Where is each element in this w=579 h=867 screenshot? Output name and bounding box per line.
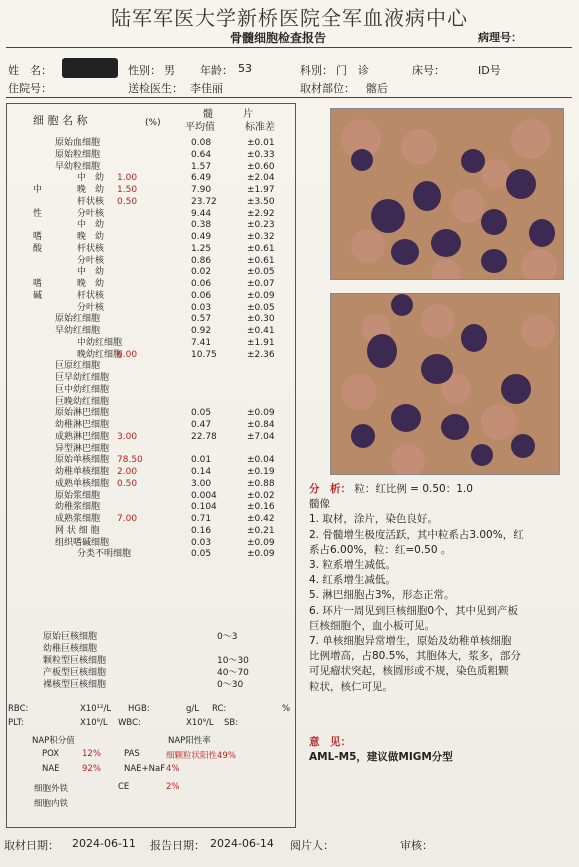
table-row — [7, 350, 295, 362]
pathology-number-label: 病理号： — [478, 31, 522, 44]
table-row — [7, 256, 295, 268]
table-row — [7, 373, 295, 385]
mean-value: 0.01 — [191, 455, 212, 466]
pct-value: 1.00 — [117, 173, 138, 184]
ratio-text: 粒：红比例 = 0.50：1.0 — [354, 483, 473, 495]
group-label: 中 — [33, 185, 43, 195]
report-title: 骨髓细胞检查报告 — [230, 31, 327, 45]
mean-value: 0.104 — [191, 502, 217, 513]
collect-date: 2024-06-11 — [72, 837, 136, 850]
cell-name: 早幼红细胞 — [55, 326, 101, 336]
cell-name: 原始浆细胞 — [55, 490, 101, 501]
mean-value: 0.02 — [191, 267, 212, 278]
sd-value: ±0.05 — [247, 302, 275, 313]
sd-value: ±0.02 — [247, 490, 275, 501]
iron-out-label: 细胞外铁 — [34, 784, 69, 794]
mean-value: 0.71 — [191, 514, 212, 524]
table-row — [7, 232, 295, 244]
table-row — [7, 432, 295, 444]
table-row — [7, 420, 295, 432]
table-row — [7, 220, 295, 232]
sd-value: ±2.92 — [247, 208, 275, 219]
table-row — [7, 514, 295, 526]
nucleated-cell — [413, 181, 441, 211]
analysis-item: 6. 环片一周见到巨核细胞0个，其中见到产板 — [309, 604, 519, 617]
pas-label: PAS — [124, 749, 140, 759]
table-row — [7, 385, 295, 397]
table-row — [7, 209, 295, 221]
sex-label: 性别： — [128, 64, 161, 77]
group-label: 性 — [33, 208, 43, 219]
analysis-heading: 分 析： — [309, 483, 351, 495]
opinion-text: AML-M5，建议做MIGM分型 — [309, 751, 453, 764]
sd-value: ±0.09 — [247, 537, 275, 548]
dept-value: 门 诊 — [336, 64, 369, 77]
table-row — [7, 244, 295, 256]
plt-unit: X10⁹/L — [80, 718, 108, 728]
cell-name: 成熟淋巴细胞 — [55, 431, 110, 442]
rbc-label: RBC: — [8, 704, 29, 714]
cell-name: 组织嗜碱细胞 — [55, 537, 110, 548]
bed-label: 床号： — [412, 64, 445, 77]
table-row — [7, 455, 295, 467]
report-footer — [0, 835, 579, 867]
mega-range: 0～3 — [217, 632, 238, 642]
sd-value: ±0.09 — [247, 549, 275, 560]
mean-value: 0.004 — [191, 490, 217, 501]
sd-value: ±0.41 — [247, 326, 275, 336]
pox-value: 12% — [82, 749, 101, 759]
table-row — [7, 408, 295, 420]
mega-name: 产板型巨核细胞 — [43, 668, 107, 678]
collect-date-label: 取材日期： — [4, 839, 59, 852]
cell-name: 成熟单核细胞 — [55, 478, 110, 489]
red-blood-cell — [431, 259, 461, 280]
pct-value: 6.00 — [117, 349, 138, 360]
ce-value: 2% — [166, 782, 180, 792]
pct-header: (%) — [145, 118, 161, 128]
mean-value: 0.08 — [191, 138, 212, 148]
cell-name: 分类不明细胞 — [77, 549, 132, 560]
nae-naf-label: NAE+NaF — [124, 764, 166, 774]
sd-value: ±1.97 — [247, 185, 275, 195]
mean-value: 0.86 — [191, 255, 212, 266]
red-blood-cell — [421, 304, 455, 338]
table-row — [7, 267, 295, 279]
red-blood-cell — [351, 229, 385, 263]
mean-header: 平均值 — [185, 122, 215, 133]
group-label: 嗜 — [33, 232, 43, 242]
reader-label: 阅片人： — [290, 839, 334, 852]
mean-value: 0.14 — [191, 467, 212, 477]
sd-value: ±0.84 — [247, 420, 275, 430]
cell-name: 原始粒细胞 — [55, 149, 101, 160]
mean-value: 0.64 — [191, 149, 212, 160]
mega-name: 原始巨核细胞 — [43, 632, 98, 642]
mean-value: 7.41 — [191, 337, 212, 348]
analysis-item: 3. 粒系增生减低。 — [309, 559, 396, 572]
nucleated-cell — [481, 209, 507, 235]
rc-label: RC: — [212, 704, 227, 714]
wbc-unit: X10⁹/L — [186, 718, 214, 728]
table-row — [7, 502, 295, 514]
mega-row — [7, 632, 295, 644]
nap-pos-label: NAP阳性率 — [168, 736, 211, 746]
sd-value: ±0.07 — [247, 279, 275, 289]
sd-value: ±0.61 — [247, 255, 275, 266]
table-row — [7, 361, 295, 373]
cell-name: 晚 幼 — [77, 279, 105, 289]
pct-value: 0.50 — [117, 478, 138, 489]
hgb-label: HGB: — [128, 704, 150, 714]
cell-count-table — [6, 103, 296, 828]
id-label: ID号 — [478, 64, 501, 77]
cell-name: 幼稚单核细胞 — [55, 467, 110, 477]
marrow-header: 髓 片 — [203, 109, 253, 120]
mean-value: 0.57 — [191, 314, 212, 325]
sd-value: ±0.01 — [247, 138, 275, 148]
sd-value: ±0.04 — [247, 455, 275, 466]
mean-value: 1.25 — [191, 243, 212, 254]
pct-value: 7.00 — [117, 514, 138, 524]
doctor-value: 李佳丽 — [190, 82, 223, 95]
site-label: 取材部位： — [300, 82, 355, 95]
age-label: 年龄： — [200, 64, 233, 77]
nucleated-cell — [481, 249, 507, 273]
nucleated-cell — [391, 294, 413, 316]
mean-value: 0.06 — [191, 279, 212, 289]
sd-value: ±0.33 — [247, 149, 275, 160]
table-row — [7, 303, 295, 315]
cell-name: 网 状 细 胞 — [55, 525, 100, 536]
divider — [6, 97, 572, 98]
plt-label: PLT: — [8, 718, 24, 728]
cell-name: 晚 幼 — [77, 232, 105, 242]
red-blood-cell — [521, 249, 557, 280]
mean-value: 22.78 — [191, 431, 217, 442]
cell-name: 杆状核 — [77, 243, 105, 254]
pct-value: 78.50 — [117, 455, 143, 466]
table-row — [7, 397, 295, 409]
table-row — [7, 538, 295, 550]
cell-name: 晚 幼 — [77, 185, 105, 195]
table-row — [7, 338, 295, 350]
mean-value: 0.47 — [191, 420, 212, 430]
cell-name: 中幼红细胞 — [77, 337, 123, 348]
table-row — [7, 479, 295, 491]
nap-score-label: NAP积分值 — [32, 736, 75, 746]
sd-value: ±0.16 — [247, 502, 275, 513]
table-row — [7, 162, 295, 174]
sd-value: ±0.42 — [247, 514, 275, 524]
cell-name: 中 幼 — [77, 220, 105, 231]
mean-value: 0.05 — [191, 408, 212, 419]
cell-name: 中 幼 — [77, 267, 105, 278]
table-row — [7, 173, 295, 185]
table-row — [7, 314, 295, 326]
cell-name: 巨早幼红细胞 — [55, 373, 110, 383]
pct-value: 2.00 — [117, 467, 138, 477]
pas-value: 细颗粒状阳性49% — [166, 751, 236, 761]
doctor-label: 送检医生： — [128, 82, 183, 95]
admission-label: 住院号： — [8, 82, 52, 95]
cell-name: 幼稚浆细胞 — [55, 502, 101, 513]
group-label: 碱 — [33, 290, 43, 301]
nucleated-cell — [529, 219, 555, 247]
sd-value: ±2.36 — [247, 349, 275, 360]
sd-value: ±0.30 — [247, 314, 275, 325]
cell-name: 成熟浆细胞 — [55, 514, 101, 524]
mean-value: 0.49 — [191, 232, 212, 242]
nucleated-cell — [501, 374, 531, 404]
nucleated-cell — [367, 334, 397, 368]
table-row — [7, 150, 295, 162]
nucleated-cell — [511, 434, 535, 458]
iron-in-label: 细胞内铁 — [34, 799, 69, 809]
pct-value: 1.50 — [117, 185, 138, 195]
analysis-item: 可见瘤状突起，核圆形或不规，染色质粗颗 — [309, 665, 509, 678]
cell-name: 巨晚幼红细胞 — [55, 396, 110, 407]
sd-value: ±0.05 — [247, 267, 275, 278]
sd-value: ±0.19 — [247, 467, 275, 477]
sd-value: ±0.61 — [247, 243, 275, 254]
analysis-item: 系占6.00%，粒：红=0.50 。 — [309, 543, 452, 556]
mega-range: 10～30 — [217, 656, 249, 666]
analysis-item: 4. 红系增生减低。 — [309, 574, 396, 587]
cell-name: 分叶核 — [77, 302, 105, 313]
report-date-label: 报告日期： — [150, 839, 205, 852]
site-value: 髂后 — [366, 82, 388, 95]
analysis-item: 7. 单核细胞异常增生，原始及幼稚单核细胞 — [309, 635, 512, 648]
cell-name: 早幼粒细胞 — [55, 161, 101, 172]
mean-value: 23.72 — [191, 196, 217, 207]
cell-name: 原始红细胞 — [55, 314, 101, 325]
cell-name: 分叶核 — [77, 208, 105, 219]
sd-value: ±0.60 — [247, 161, 275, 172]
pct-value: 0.50 — [117, 196, 138, 207]
mean-value: 9.44 — [191, 208, 212, 219]
dept-label: 科別： — [300, 64, 333, 77]
report-date: 2024-06-14 — [210, 837, 274, 850]
sd-value: ±0.88 — [247, 478, 275, 489]
nucleated-cell — [391, 239, 419, 265]
sd-value: ±1.91 — [247, 337, 275, 348]
opinion-heading: 意 见： — [309, 735, 351, 748]
red-blood-cell — [451, 189, 485, 223]
mean-value: 6.49 — [191, 173, 212, 184]
cell-name: 巨中幼红细胞 — [55, 384, 110, 395]
reviewer-label: 审核： — [400, 839, 433, 852]
red-blood-cell — [401, 129, 437, 165]
mega-range: 40～70 — [217, 668, 249, 678]
name-label: 姓 名： — [8, 64, 52, 77]
mean-value: 0.03 — [191, 537, 212, 548]
analysis-item: 1. 取材，涂片，染色良好。 — [309, 513, 438, 526]
hgb-unit: g/L — [186, 704, 199, 714]
mega-range: 0～30 — [217, 680, 244, 690]
mega-row — [7, 644, 295, 656]
analysis-item: 粒状，核仁可见。 — [309, 680, 393, 693]
mega-row — [7, 680, 295, 692]
cell-name: 杆状核 — [77, 290, 105, 301]
table-row — [7, 185, 295, 197]
age-value: 53 — [238, 62, 252, 75]
rc-unit: % — [282, 704, 291, 714]
cell-name: 异型淋巴细胞 — [55, 443, 110, 454]
red-blood-cell — [511, 119, 551, 159]
nucleated-cell — [351, 149, 373, 171]
table-row — [7, 197, 295, 209]
table-row — [7, 467, 295, 479]
mean-value: 10.75 — [191, 349, 217, 360]
table-row — [7, 291, 295, 303]
pct-value: 3.00 — [117, 431, 138, 442]
marrow-label: 髓像 — [309, 498, 330, 511]
nucleated-cell — [421, 354, 453, 384]
table-row — [7, 526, 295, 538]
sb-label: SB: — [224, 718, 239, 728]
nucleated-cell — [461, 149, 485, 173]
sd-value: ±0.32 — [247, 232, 275, 242]
sd-value: ±0.23 — [247, 220, 275, 231]
analysis-item: 5. 淋巴细胞占3%，形态正常。 — [309, 589, 455, 602]
ce-label: CE — [118, 782, 130, 792]
sd-value: ±3.50 — [247, 196, 275, 207]
nucleated-cell — [461, 324, 487, 352]
wbc-label: WBC: — [118, 718, 141, 728]
mean-value: 0.05 — [191, 549, 212, 560]
mean-value: 0.16 — [191, 525, 212, 536]
red-blood-cell — [341, 374, 377, 410]
mega-name: 幼稚巨核细胞 — [43, 644, 98, 654]
cell-name: 中 幼 — [77, 173, 105, 184]
sd-header: 标准差 — [245, 122, 275, 133]
nucleated-cell — [506, 169, 536, 199]
sex-value: 男 — [164, 64, 175, 77]
divider — [6, 47, 572, 48]
table-row — [7, 549, 295, 561]
cell-name: 原始淋巴细胞 — [55, 408, 110, 419]
group-label: 嗜 — [33, 279, 43, 289]
cell-name-header: 细 胞 名 称 — [33, 114, 88, 127]
marrow-smear-image-2 — [330, 293, 560, 475]
cell-name: 分叶核 — [77, 255, 105, 266]
marrow-smear-image-1 — [330, 108, 564, 280]
mean-value: 3.00 — [191, 478, 212, 489]
cell-name: 原始血细胞 — [55, 138, 101, 148]
hospital-name: 陆军军医大学新桥医院全军血液病中心 — [111, 6, 468, 30]
nucleated-cell — [441, 414, 469, 440]
cell-name: 杆状核 — [77, 196, 105, 207]
red-blood-cell — [521, 314, 555, 348]
mean-value: 0.38 — [191, 220, 212, 231]
analysis-item: 比例增高，占80.5%，其胞体大，浆多，部分 — [309, 650, 521, 663]
mega-name: 颗粒型巨核细胞 — [43, 656, 107, 666]
analysis-section — [309, 482, 575, 765]
mega-name: 裸核型巨核细胞 — [43, 680, 107, 690]
pox-label: POX — [42, 749, 60, 759]
mean-value: 0.03 — [191, 302, 212, 313]
table-row — [7, 138, 295, 150]
analysis-item: 2. 骨髓增生极度活跃，其中粒系占3.00%，红 — [309, 528, 524, 541]
mean-value: 0.06 — [191, 290, 212, 301]
table-row — [7, 279, 295, 291]
cell-name: 晚幼红细胞 — [77, 349, 123, 360]
mega-row — [7, 656, 295, 668]
group-label: 酸 — [33, 243, 43, 254]
nucleated-cell — [351, 424, 375, 448]
nucleated-cell — [371, 199, 405, 233]
cell-name: 原始单核细胞 — [55, 455, 110, 466]
red-blood-cell — [481, 404, 517, 440]
table-row — [7, 326, 295, 338]
mean-value: 7.90 — [191, 185, 212, 195]
rbc-unit: X10¹²/L — [80, 704, 112, 714]
cell-name: 巨原红细胞 — [55, 361, 101, 372]
nucleated-cell — [391, 404, 421, 432]
sd-value: ±0.09 — [247, 290, 275, 301]
table-row — [7, 444, 295, 456]
nae-label: NAE — [42, 764, 60, 774]
cell-name: 幼稚淋巴细胞 — [55, 420, 110, 430]
sd-value: ±7.04 — [247, 431, 275, 442]
red-blood-cell — [391, 444, 425, 475]
sd-value: ±0.09 — [247, 408, 275, 419]
nae-value: 92% — [82, 764, 101, 774]
nucleated-cell — [471, 444, 493, 466]
sd-value: ±0.21 — [247, 525, 275, 536]
sd-value: ±2.04 — [247, 173, 275, 184]
table-row — [7, 491, 295, 503]
mean-value: 1.57 — [191, 161, 212, 172]
nucleated-cell — [431, 229, 461, 257]
analysis-item: 巨核细胞个，血小板可见。 — [309, 619, 435, 632]
mega-row — [7, 668, 295, 680]
nae-naf-value: 4% — [166, 764, 180, 774]
mean-value: 0.92 — [191, 326, 212, 336]
redacted-name — [62, 58, 118, 78]
